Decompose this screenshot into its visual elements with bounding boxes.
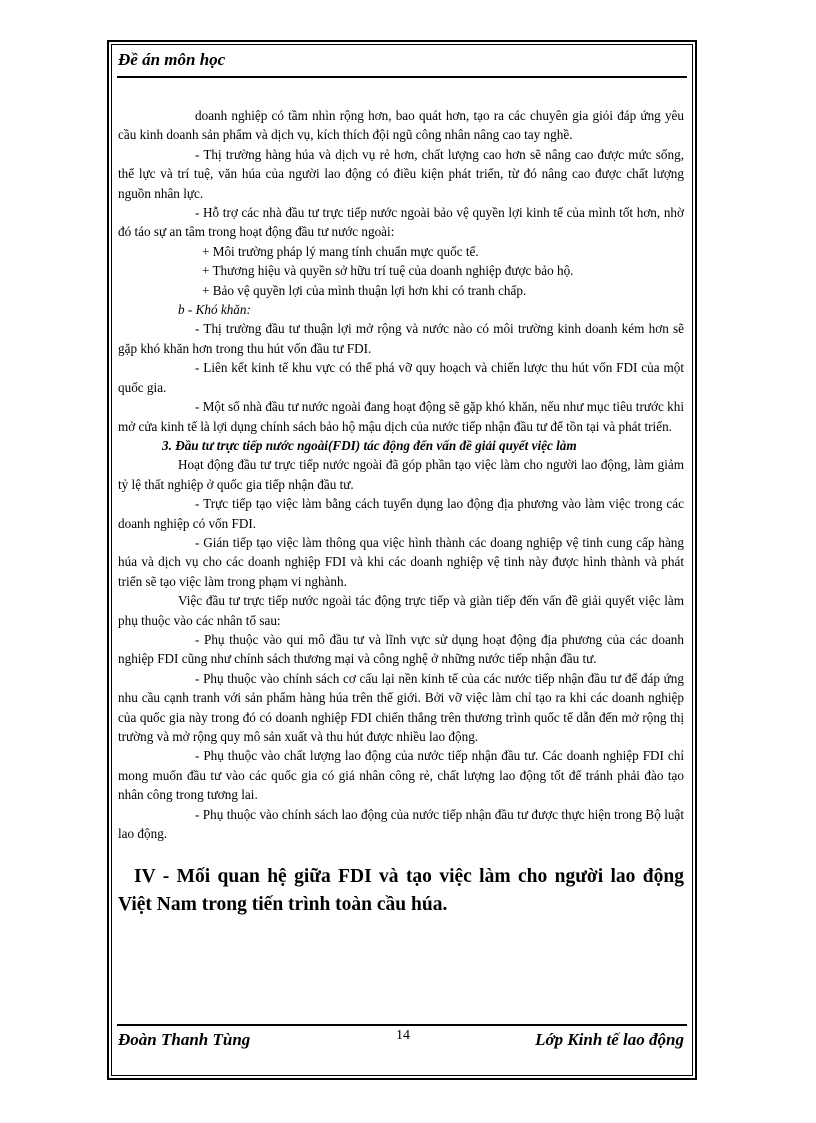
list-item-1: + Môi trường pháp lý mang tính chuẩn mực quốc tế. bbox=[202, 243, 479, 259]
document-body bbox=[118, 106, 684, 919]
paragraph-1: doanh nghiệp có tầm nhìn rộng hơn, bao quát hơn, tạo ra các chuyên gia giỏi đáp ứng yêu cầu kinh doanh sản phẩm và dịch vụ, kích thích đội ngũ công nhân nâng cao tay nghề. bbox=[118, 108, 684, 143]
footer-rule bbox=[117, 1024, 687, 1026]
list-item-2: + Thương hiệu và quyền sở hữu trí tuệ của doanh nghiệp được bảo hộ. bbox=[202, 263, 574, 279]
paragraph-7: Hoạt động đầu tư trực tiếp nước ngoài đã góp phần tạo việc làm cho người lao động, làm giảm tỷ lệ thất nghiệp ở quốc gia tiếp nhận đầu tư. bbox=[118, 457, 684, 492]
paragraph-14: - Phụ thuộc vào chính sách lao động của nước tiếp nhận đầu tư được thực hiện trong Bộ luật lao động. bbox=[118, 806, 684, 842]
paragraph-5: - Liên kết kinh tế khu vực có thể phá vỡ quy hoạch và chiến lược thu hút vốn FDI của một quốc gia. bbox=[118, 360, 684, 395]
footer-author: Đoàn Thanh Tùng bbox=[118, 1030, 251, 1049]
section-3-heading: 3. Đầu tư trực tiếp nước ngoài(FDI) tác động đến vấn đề giải quyết việc làm bbox=[162, 437, 577, 453]
footer-class-name: Lớp Kinh tế lao động bbox=[535, 1030, 684, 1049]
paragraph-6: - Một số nhà đầu tư nước ngoài đang hoạt động sẽ gặp khó khăn, nếu như mục tiêu trước khi mở cửa kinh tế là lợi dụng chính sách bảo hộ mậu dịch của nước tiếp nhận đầu tư để tồn tại và phát triển. bbox=[118, 399, 684, 434]
paragraph-3: - Hỗ trợ các nhà đầu tư trực tiếp nước ngoài bảo vệ quyền lợi kinh tế của mình tốt hơn, nhờ đó táo sự an tâm trong hoạt động đầu tư nước ngoài: bbox=[118, 205, 684, 240]
paragraph-8: - Trực tiếp tạo việc làm bằng cách tuyển dụng lao động địa phương vào làm việc trong các doanh nghiệp có vốn FDI. bbox=[118, 496, 684, 531]
paragraph-4: - Thị trường đầu tư thuận lợi mở rộng và nước nào có môi trường kinh doanh kém hơn sẽ gặp khó khăn hơn trong thu hút vốn đầu tư FDI. bbox=[118, 321, 684, 356]
paragraph-9: - Gián tiếp tạo việc làm thông qua việc hình thành các doang nghiệp vệ tinh cung cấp hàng húa và dịch vụ cho các doanh nghiệp FDI và khi các doanh nghiệp vệ tinh này được hình thành và phát triển sẽ tạo việc làm trong phạm vi nghành. bbox=[118, 534, 684, 589]
paragraph-2: - Thị trường hàng húa và dịch vụ rẻ hơn, chất lượng cao hơn sẽ nâng cao được mức sống, thể lực và trí tuệ, văn húa của người lao động có điều kiện phát triển, từ đó nâng cao được chất lượng nguồn nhân lực. bbox=[118, 146, 684, 201]
header-rule bbox=[117, 76, 687, 78]
paragraph-11: - Phụ thuộc vào qui mô đầu tư và lĩnh vực sử dụng hoạt động địa phương của các doanh nghiệp FDI cũng như chính sách thương mại và công nghệ ở những nước tiếp nhận đầu tư. bbox=[118, 631, 684, 667]
list-item-3: + Bảo vệ quyền lợi của mình thuận lợi hơn khi có tranh chấp. bbox=[202, 282, 527, 298]
header-title: Đề án môn học bbox=[118, 50, 226, 69]
paragraph-10: Việc đầu tư trực tiếp nước ngoài tác động trực tiếp và giàn tiếp đến vấn đề giải quyết việc làm phụ thuộc vào các nhân tố sau: bbox=[118, 593, 684, 628]
paragraph-12: - Phụ thuộc vào chính sách cơ cấu lại nền kinh tế của các nước tiếp nhận đầu tư để đáp ứng nhu cầu cạnh tranh với sản phẩm hàng húa trên thế giới. Bởi vỡ việc làm chỉ tạo ra khi các doanh nghiệp của quốc gia này trong đó có doanh nghiệp FDI chiến thắng trên thương trình quốc tế dẫn đến mở rộng thị trường và mở rộng quy mô sản xuất và thu hút được nhiều lao động. bbox=[118, 670, 684, 744]
page-number: 14 bbox=[396, 1028, 410, 1043]
section-iv-heading: IV - Mối quan hệ giữa FDI và tạo việc làm cho người lao động Việt Nam trong tiến trình toàn cầu húa. bbox=[118, 866, 684, 916]
paragraph-13: - Phụ thuộc vào chất lượng lao động của nước tiếp nhận đầu tư. Các doanh nghiệp FDI chỉ mong muốn đầu tư vào các quốc gia có giá nhân công rẻ, chất lượng lao động tốt để tránh phải đào tạo nhân công trong tương lai. bbox=[118, 748, 684, 803]
subheading-kho-khan: b - Khó khăn: bbox=[178, 302, 251, 318]
